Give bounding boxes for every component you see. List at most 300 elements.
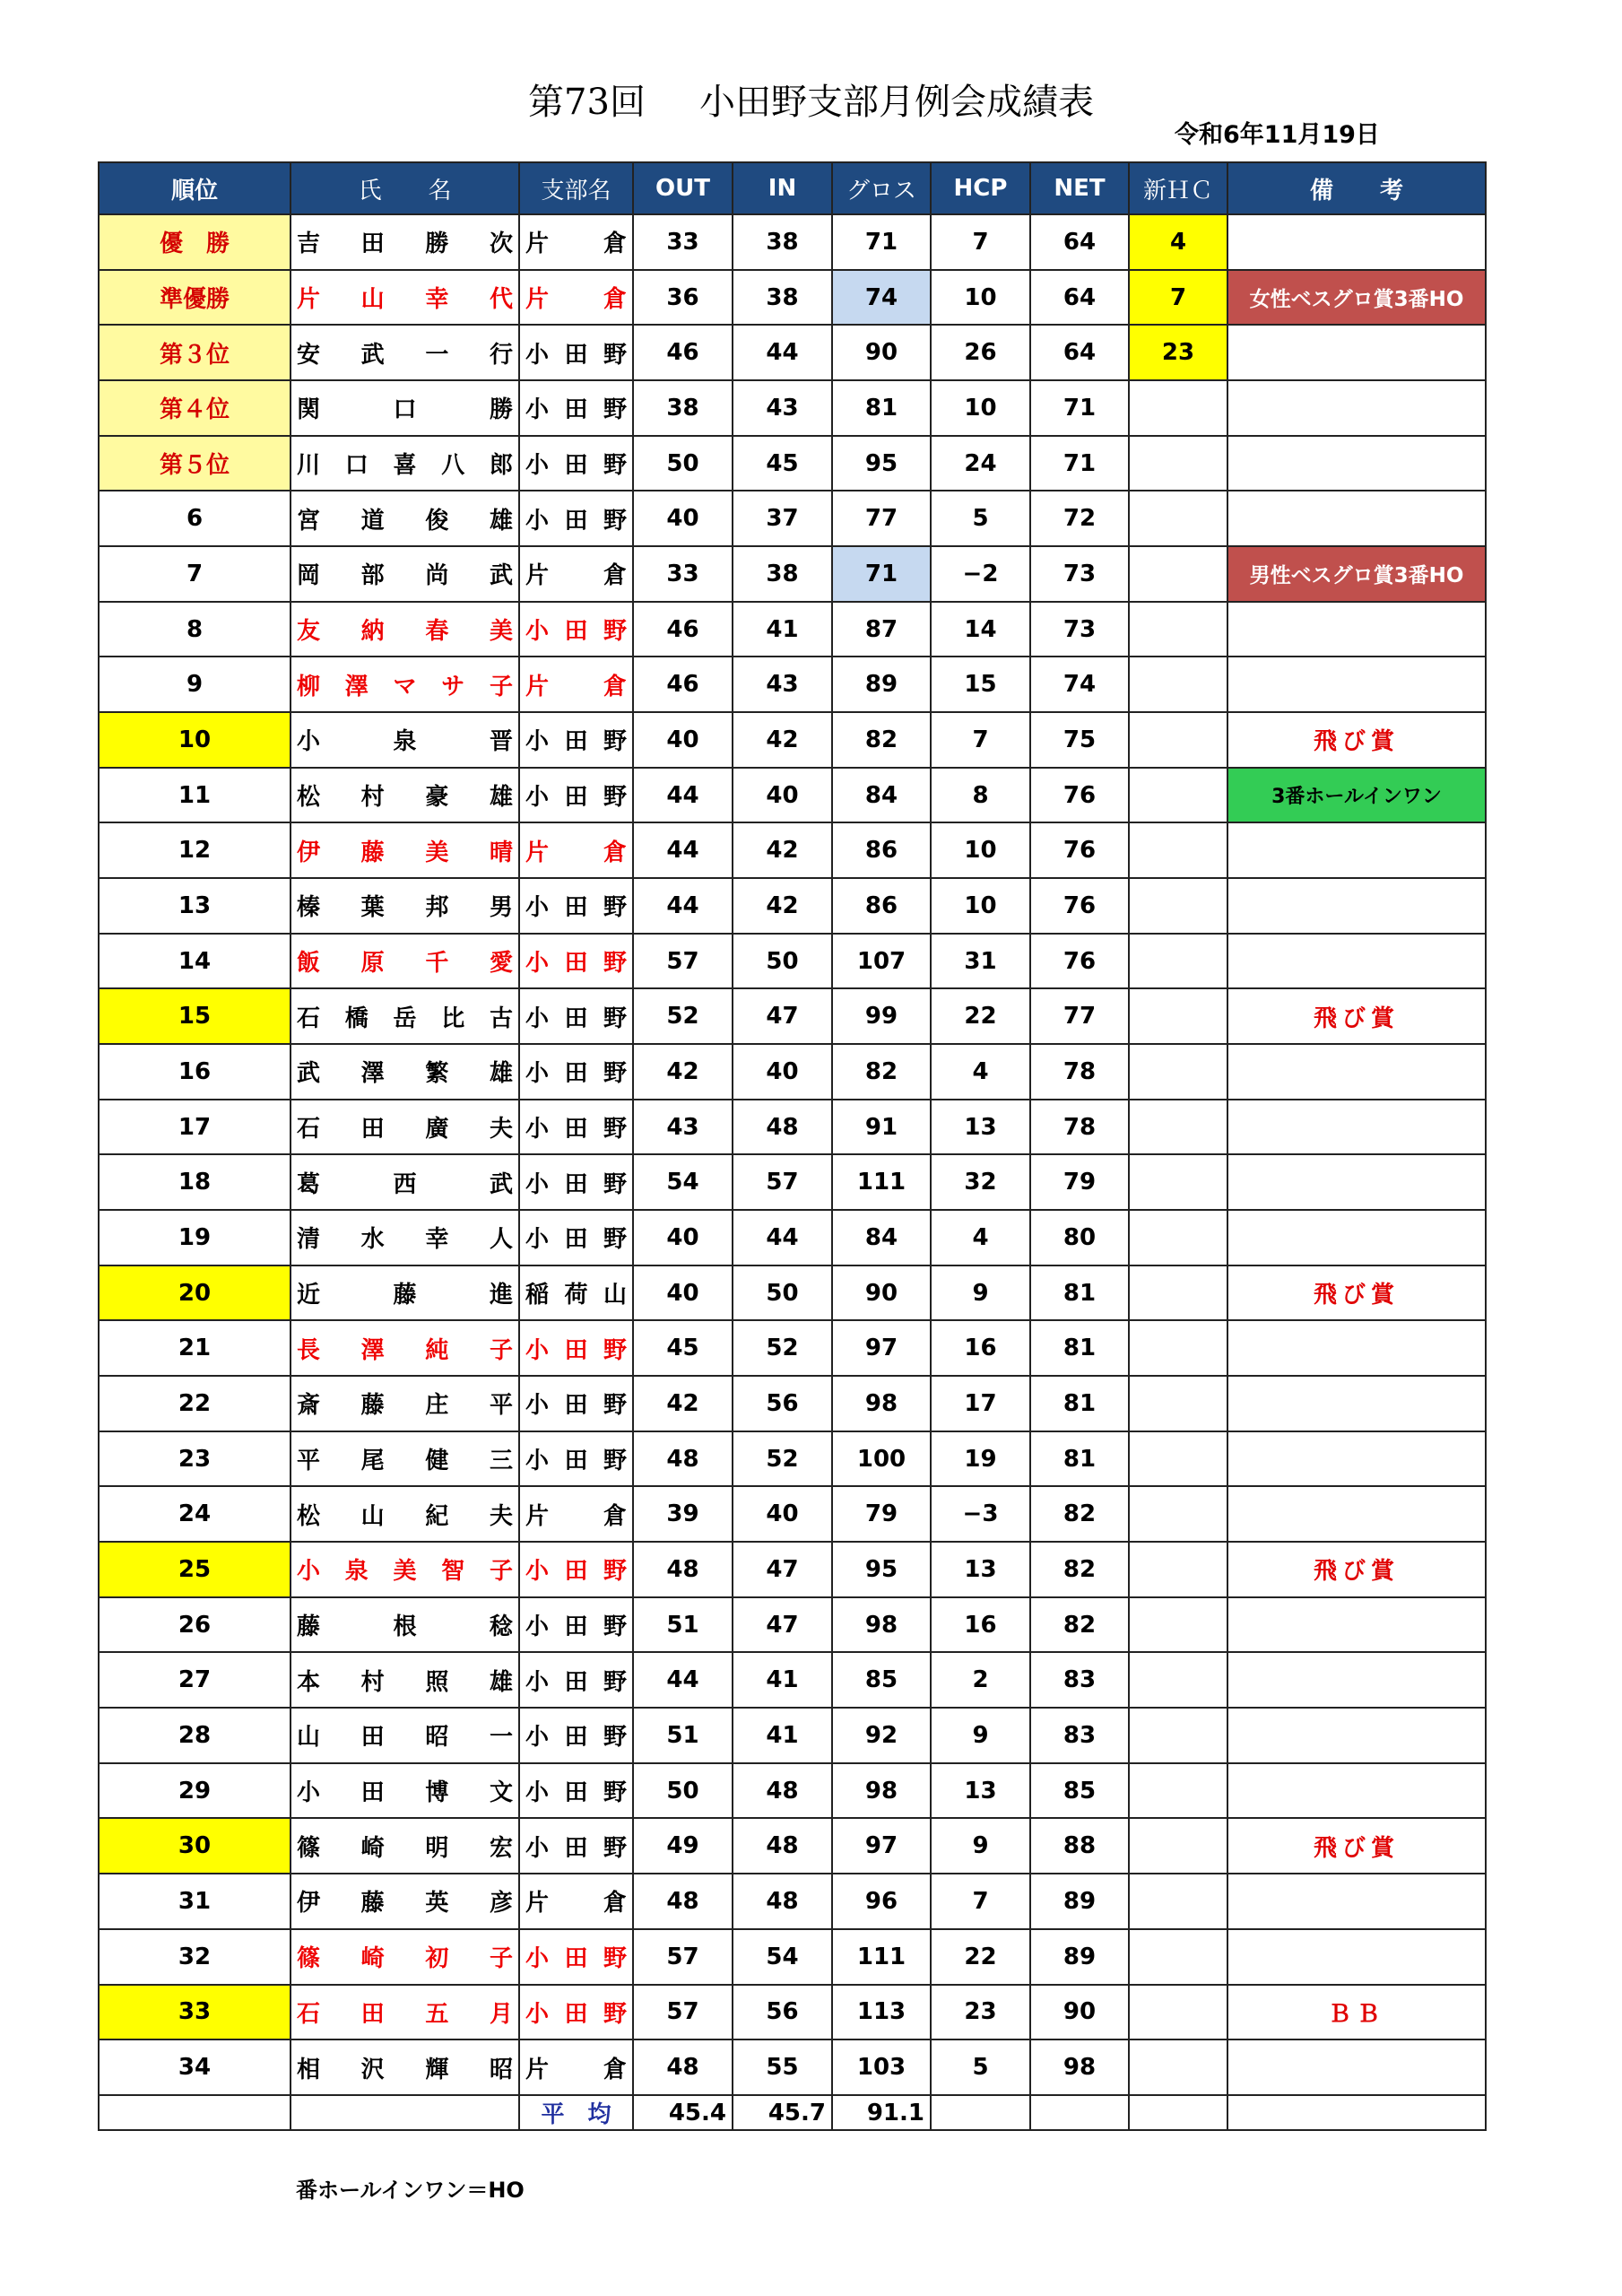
name-text: 川 口 喜 八 郎	[297, 452, 513, 480]
net-cell: 76	[1030, 768, 1129, 823]
out-cell: 40	[633, 1210, 733, 1265]
hcp-cell: 23	[931, 1985, 1030, 2040]
new-hc-cell	[1129, 768, 1227, 823]
remarks-cell: 男性ベスグロ賞3番HO	[1227, 546, 1486, 602]
average-empty	[1129, 2095, 1227, 2130]
out-cell: 57	[633, 934, 733, 989]
hcp-cell: 17	[931, 1376, 1030, 1431]
gross-cell: 98	[832, 1376, 931, 1431]
out-cell: 44	[633, 1652, 733, 1708]
new-hc-cell	[1129, 1210, 1227, 1265]
hcp-cell: 14	[931, 602, 1030, 657]
net-cell: 71	[1030, 436, 1129, 491]
name-cell	[291, 1486, 519, 1542]
name-text: 柳 澤 マ サ 子	[297, 673, 513, 700]
average-empty	[931, 2095, 1030, 2130]
branch-cell	[519, 1100, 633, 1155]
name-text: 相 沢 輝 昭	[297, 2056, 513, 2083]
branch-text: 小 田 野	[525, 1448, 627, 1475]
name-cell	[291, 2039, 519, 2095]
gross-cell: 100	[832, 1431, 931, 1487]
net-cell: 73	[1030, 546, 1129, 602]
out-cell: 45	[633, 1320, 733, 1376]
branch-text: 小 田 野	[525, 1336, 627, 1364]
new-hc-cell: 23	[1129, 325, 1227, 380]
gross-cell: 87	[832, 602, 931, 657]
name-text: 長 澤 純 子	[297, 1336, 513, 1364]
remarks-cell	[1227, 1431, 1486, 1487]
gross-cell: 107	[832, 934, 931, 989]
net-cell: 81	[1030, 1431, 1129, 1487]
out-cell: 48	[633, 1542, 733, 1597]
out-cell: 36	[633, 270, 733, 326]
rank-cell: 9	[99, 657, 291, 712]
name-text: 葛 西 武	[297, 1170, 513, 1198]
name-cell	[291, 380, 519, 436]
gross-cell: 71	[832, 546, 931, 602]
branch-text: 片 倉	[525, 1890, 627, 1918]
branch-text: 小 田 野	[525, 1779, 627, 1807]
new-hc-cell	[1129, 602, 1227, 657]
name-cell	[291, 1044, 519, 1100]
net-cell: 80	[1030, 1210, 1129, 1265]
hcp-cell: 4	[931, 1210, 1030, 1265]
name-text: 伊 藤 美 晴	[297, 839, 513, 866]
new-hc-cell	[1129, 1542, 1227, 1597]
hcp-cell: 32	[931, 1154, 1030, 1210]
net-cell: 89	[1030, 1929, 1129, 1985]
table-row	[99, 712, 1486, 768]
branch-cell	[519, 1154, 633, 1210]
branch-text: 小 田 野	[525, 1668, 627, 1696]
gross-cell: 95	[832, 436, 931, 491]
new-hc-cell	[1129, 2039, 1227, 2095]
table-header-row	[99, 162, 1486, 214]
hcp-cell: 9	[931, 1265, 1030, 1321]
name-cell	[291, 1542, 519, 1597]
table-row	[99, 1763, 1486, 1819]
rank-cell: 13	[99, 878, 291, 934]
name-text: 松 山 紀 夫	[297, 1502, 513, 1530]
gross-cell: 82	[832, 1044, 931, 1100]
hcp-cell: 7	[931, 1874, 1030, 1929]
new-hc-cell	[1129, 988, 1227, 1044]
average-empty	[1030, 2095, 1129, 2130]
name-text: 榛 葉 邦 男	[297, 894, 513, 922]
table-row	[99, 1154, 1486, 1210]
out-cell: 50	[633, 1763, 733, 1819]
in-cell: 54	[733, 1929, 832, 1985]
hcp-cell: 2	[931, 1652, 1030, 1708]
branch-cell	[519, 1044, 633, 1100]
name-cell	[291, 1874, 519, 1929]
in-cell: 41	[733, 1652, 832, 1708]
branch-cell	[519, 2039, 633, 2095]
name-cell	[291, 1210, 519, 1265]
name-cell	[291, 1431, 519, 1487]
in-cell: 43	[733, 657, 832, 712]
new-hc-cell	[1129, 436, 1227, 491]
rank-cell: 8	[99, 602, 291, 657]
header-rank: 順位	[99, 162, 291, 214]
name-text: 清 水 幸 人	[297, 1226, 513, 1254]
hcp-cell: 31	[931, 934, 1030, 989]
remarks-cell	[1227, 878, 1486, 934]
gross-cell: 98	[832, 1597, 931, 1653]
in-cell: 47	[733, 1542, 832, 1597]
branch-cell	[519, 1320, 633, 1376]
hcp-cell: 16	[931, 1597, 1030, 1653]
rank-cell: 20	[99, 1265, 291, 1321]
out-cell: 42	[633, 1376, 733, 1431]
out-cell: 33	[633, 546, 733, 602]
table-row	[99, 436, 1486, 491]
net-cell: 83	[1030, 1708, 1129, 1763]
new-hc-cell	[1129, 1874, 1227, 1929]
new-hc-cell	[1129, 546, 1227, 602]
hcp-cell: 13	[931, 1542, 1030, 1597]
branch-cell	[519, 380, 633, 436]
report-date: 令和6年11月19日	[1175, 121, 1380, 149]
header-gross: グロス	[832, 162, 931, 214]
in-cell: 44	[733, 325, 832, 380]
new-hc-cell	[1129, 1431, 1227, 1487]
net-cell: 64	[1030, 325, 1129, 380]
table-row	[99, 1652, 1486, 1708]
branch-text: 小 田 野	[525, 1170, 627, 1198]
name-text: 吉 田 勝 次	[297, 230, 513, 258]
in-cell: 47	[733, 988, 832, 1044]
name-text: 友 納 春 美	[297, 618, 513, 646]
remarks-cell	[1227, 325, 1486, 380]
table-row	[99, 1376, 1486, 1431]
average-label: 平 均	[519, 2095, 633, 2130]
branch-cell	[519, 436, 633, 491]
in-cell: 47	[733, 1597, 832, 1653]
name-cell	[291, 988, 519, 1044]
branch-text: 小 田 野	[525, 894, 627, 922]
branch-cell	[519, 934, 633, 989]
branch-text: 片 倉	[525, 562, 627, 590]
net-cell: 78	[1030, 1044, 1129, 1100]
table-row	[99, 1708, 1486, 1763]
net-cell: 85	[1030, 1763, 1129, 1819]
branch-text: 小 田 野	[525, 1834, 627, 1862]
gross-cell: 89	[832, 657, 931, 712]
out-cell: 44	[633, 768, 733, 823]
new-hc-cell	[1129, 878, 1227, 934]
in-cell: 57	[733, 1154, 832, 1210]
gross-cell: 113	[832, 1985, 931, 2040]
name-cell	[291, 1154, 519, 1210]
branch-text: 小 田 野	[525, 784, 627, 812]
net-cell: 77	[1030, 988, 1129, 1044]
in-cell: 56	[733, 1376, 832, 1431]
rank-cell: 27	[99, 1652, 291, 1708]
name-cell	[291, 1265, 519, 1321]
branch-cell	[519, 822, 633, 878]
branch-cell	[519, 712, 633, 768]
in-cell: 40	[733, 1044, 832, 1100]
name-text: 篠 崎 明 宏	[297, 1834, 513, 1862]
remarks-cell	[1227, 1376, 1486, 1431]
branch-cell	[519, 1929, 633, 1985]
in-cell: 41	[733, 602, 832, 657]
average-out: 45.4	[633, 2095, 733, 2130]
table-row	[99, 1818, 1486, 1874]
branch-text: 小 田 野	[525, 396, 627, 424]
gross-cell: 85	[832, 1652, 931, 1708]
remarks-cell	[1227, 934, 1486, 989]
average-empty	[291, 2095, 519, 2130]
branch-cell	[519, 1985, 633, 2040]
new-hc-cell	[1129, 1265, 1227, 1321]
out-cell: 43	[633, 1100, 733, 1155]
remarks-cell	[1227, 657, 1486, 712]
in-cell: 48	[733, 1763, 832, 1819]
branch-cell	[519, 988, 633, 1044]
new-hc-cell	[1129, 657, 1227, 712]
remarks-cell	[1227, 1763, 1486, 1819]
average-empty	[99, 2095, 291, 2130]
branch-cell	[519, 325, 633, 380]
branch-text: 片 倉	[525, 230, 627, 258]
new-hc-cell	[1129, 1652, 1227, 1708]
branch-cell	[519, 768, 633, 823]
name-text: 平 尾 健 三	[297, 1448, 513, 1475]
net-cell: 76	[1030, 822, 1129, 878]
hcp-cell: −3	[931, 1486, 1030, 1542]
branch-text: 片 倉	[525, 2056, 627, 2083]
rank-cell: 25	[99, 1542, 291, 1597]
out-cell: 48	[633, 1874, 733, 1929]
out-cell: 48	[633, 1431, 733, 1487]
rank-cell: 16	[99, 1044, 291, 1100]
remarks-cell	[1227, 491, 1486, 546]
table-row	[99, 1044, 1486, 1100]
in-cell: 44	[733, 1210, 832, 1265]
branch-text: 小 田 野	[525, 507, 627, 535]
name-cell	[291, 878, 519, 934]
gross-cell: 74	[832, 270, 931, 326]
in-cell: 48	[733, 1100, 832, 1155]
rank-cell: 優 勝	[99, 214, 291, 270]
new-hc-cell	[1129, 491, 1227, 546]
rank-cell: 6	[99, 491, 291, 546]
footnote: 番ホールインワン＝HO	[296, 2178, 525, 2203]
remarks-cell: 飛び賞	[1227, 988, 1486, 1044]
in-cell: 38	[733, 270, 832, 326]
net-cell: 81	[1030, 1320, 1129, 1376]
remarks-cell	[1227, 214, 1486, 270]
name-cell	[291, 822, 519, 878]
net-cell: 76	[1030, 878, 1129, 934]
table-row	[99, 1597, 1486, 1653]
name-text: 岡 部 尚 武	[297, 562, 513, 590]
branch-text: 小 田 野	[525, 2000, 627, 2028]
name-cell	[291, 1818, 519, 1874]
name-cell	[291, 657, 519, 712]
net-cell: 82	[1030, 1597, 1129, 1653]
gross-cell: 97	[832, 1320, 931, 1376]
remarks-cell	[1227, 1708, 1486, 1763]
new-hc-cell	[1129, 1597, 1227, 1653]
in-cell: 48	[733, 1818, 832, 1874]
in-cell: 43	[733, 380, 832, 436]
name-text: 宮 道 俊 雄	[297, 507, 513, 535]
rank-cell: 11	[99, 768, 291, 823]
net-cell: 81	[1030, 1265, 1129, 1321]
average-empty	[1227, 2095, 1486, 2130]
remarks-cell: 飛び賞	[1227, 1818, 1486, 1874]
gross-cell: 90	[832, 1265, 931, 1321]
rank-cell: 32	[99, 1929, 291, 1985]
remarks-cell	[1227, 602, 1486, 657]
in-cell: 38	[733, 546, 832, 602]
name-cell	[291, 1320, 519, 1376]
new-hc-cell	[1129, 1985, 1227, 2040]
rank-cell: 15	[99, 988, 291, 1044]
table-row	[99, 768, 1486, 823]
branch-text: 小 田 野	[525, 452, 627, 480]
remarks-cell	[1227, 1154, 1486, 1210]
header-in: IN	[733, 162, 832, 214]
table-row	[99, 491, 1486, 546]
gross-cell: 96	[832, 1874, 931, 1929]
remarks-cell	[1227, 1210, 1486, 1265]
rank-cell: 第５位	[99, 436, 291, 491]
branch-text: 小 田 野	[525, 618, 627, 646]
branch-text: 稲 荷 山	[525, 1282, 627, 1309]
out-cell: 51	[633, 1597, 733, 1653]
branch-cell	[519, 1652, 633, 1708]
branch-cell	[519, 602, 633, 657]
name-cell	[291, 1597, 519, 1653]
header-new-hc: 新ＨＣ	[1129, 162, 1227, 214]
table-row	[99, 2039, 1486, 2095]
new-hc-cell	[1129, 1929, 1227, 1985]
in-cell: 52	[733, 1431, 832, 1487]
hcp-cell: 4	[931, 1044, 1030, 1100]
table-row	[99, 822, 1486, 878]
net-cell: 78	[1030, 1100, 1129, 1155]
net-cell: 90	[1030, 1985, 1129, 2040]
name-cell	[291, 1763, 519, 1819]
rank-cell: 17	[99, 1100, 291, 1155]
branch-cell	[519, 657, 633, 712]
name-text: 安 武 一 行	[297, 341, 513, 369]
out-cell: 50	[633, 436, 733, 491]
gross-cell: 82	[832, 712, 931, 768]
name-text: 小 泉 晋	[297, 728, 513, 756]
rank-cell: 26	[99, 1597, 291, 1653]
rank-cell: 34	[99, 2039, 291, 2095]
hcp-cell: 9	[931, 1818, 1030, 1874]
net-cell: 74	[1030, 657, 1129, 712]
gross-cell: 86	[832, 822, 931, 878]
branch-text: 小 田 野	[525, 1392, 627, 1420]
out-cell: 51	[633, 1708, 733, 1763]
rank-cell: 第３位	[99, 325, 291, 380]
name-text: 石 田 廣 夫	[297, 1116, 513, 1144]
name-cell	[291, 214, 519, 270]
new-hc-cell	[1129, 934, 1227, 989]
out-cell: 44	[633, 822, 733, 878]
rank-cell: 31	[99, 1874, 291, 1929]
gross-cell: 81	[832, 380, 931, 436]
rank-cell: 28	[99, 1708, 291, 1763]
average-gross: 91.1	[832, 2095, 931, 2130]
name-cell	[291, 491, 519, 546]
new-hc-cell	[1129, 822, 1227, 878]
out-cell: 46	[633, 657, 733, 712]
name-text: 関 口 勝	[297, 396, 513, 424]
net-cell: 64	[1030, 270, 1129, 326]
branch-cell	[519, 1486, 633, 1542]
branch-text: 片 倉	[525, 839, 627, 866]
net-cell: 88	[1030, 1818, 1129, 1874]
new-hc-cell: 7	[1129, 270, 1227, 326]
name-text: 石 橋 岳 比 古	[297, 1004, 513, 1032]
table-row	[99, 657, 1486, 712]
net-cell: 64	[1030, 214, 1129, 270]
hcp-cell: 22	[931, 1929, 1030, 1985]
title-text: 小田野支部月例会成績表	[698, 82, 1094, 123]
remarks-cell: 飛び賞	[1227, 1542, 1486, 1597]
table-row	[99, 1486, 1486, 1542]
new-hc-cell	[1129, 1154, 1227, 1210]
gross-cell: 95	[832, 1542, 931, 1597]
gross-cell: 103	[832, 2039, 931, 2095]
gross-cell: 79	[832, 1486, 931, 1542]
in-cell: 52	[733, 1320, 832, 1376]
branch-cell	[519, 1708, 633, 1763]
branch-cell	[519, 1763, 633, 1819]
gross-cell: 84	[832, 768, 931, 823]
rank-cell: 24	[99, 1486, 291, 1542]
in-cell: 40	[733, 1486, 832, 1542]
net-cell: 82	[1030, 1542, 1129, 1597]
branch-text: 片 倉	[525, 673, 627, 700]
hcp-cell: 22	[931, 988, 1030, 1044]
rank-cell: 第４位	[99, 380, 291, 436]
branch-text: 小 田 野	[525, 1060, 627, 1088]
hcp-cell: 13	[931, 1763, 1030, 1819]
net-cell: 76	[1030, 934, 1129, 989]
gross-cell: 92	[832, 1708, 931, 1763]
hcp-cell: 13	[931, 1100, 1030, 1155]
name-text: 山 田 昭 一	[297, 1724, 513, 1752]
title-round: 第73回	[528, 82, 646, 123]
in-cell: 37	[733, 491, 832, 546]
new-hc-cell	[1129, 1486, 1227, 1542]
out-cell: 40	[633, 712, 733, 768]
branch-text: 小 田 野	[525, 1226, 627, 1254]
name-cell	[291, 1652, 519, 1708]
gross-cell: 97	[832, 1818, 931, 1874]
table-row	[99, 1929, 1486, 1985]
in-cell: 45	[733, 436, 832, 491]
gross-cell: 91	[832, 1100, 931, 1155]
remarks-cell: 3番ホールインワン	[1227, 768, 1486, 823]
net-cell: 83	[1030, 1652, 1129, 1708]
name-text: 伊 藤 英 彦	[297, 1890, 513, 1918]
name-text: 飯 原 千 愛	[297, 950, 513, 978]
out-cell: 38	[633, 380, 733, 436]
new-hc-cell	[1129, 1708, 1227, 1763]
remarks-cell	[1227, 380, 1486, 436]
out-cell: 46	[633, 325, 733, 380]
